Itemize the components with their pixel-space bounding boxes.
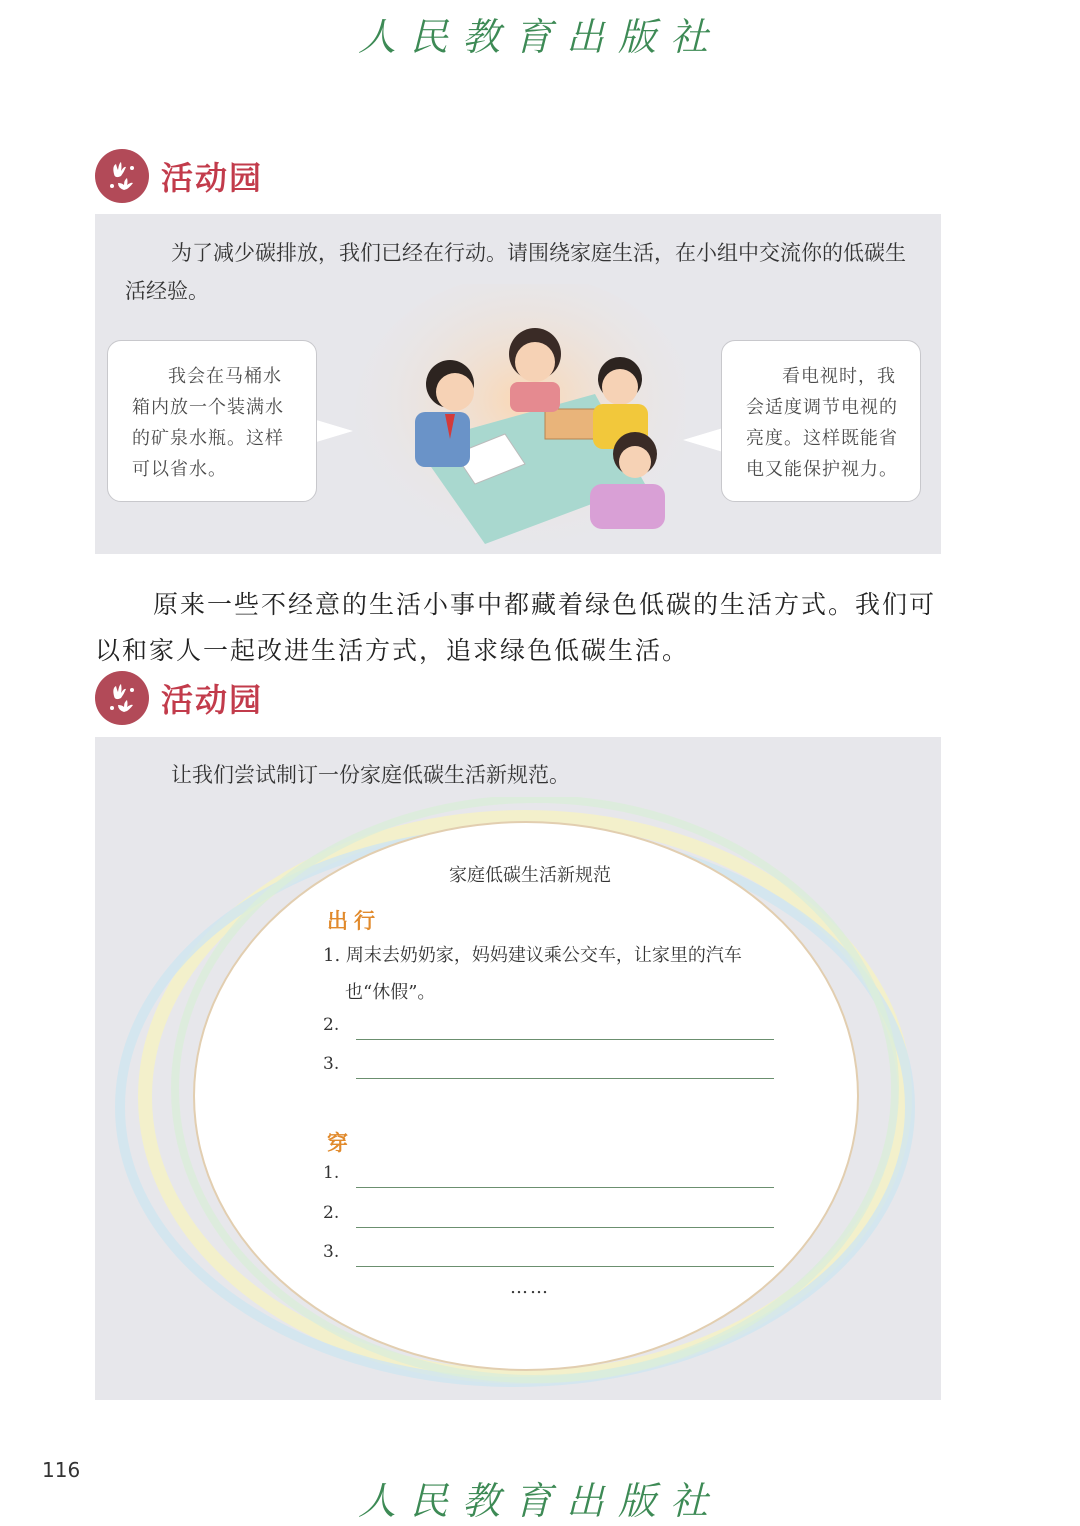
- speech-tail-right: [683, 428, 723, 452]
- section-title-2: 活动园: [161, 681, 264, 719]
- speech-tail-left: [313, 419, 353, 443]
- body-paragraph: 原来一些不经意的生活小事中都藏着绿色低碳的生活方式。我们可以和家人一起改进生活方式，追求绿色低碳生活。: [95, 590, 937, 665]
- item-number: 1.: [323, 1163, 340, 1183]
- fill-in-line[interactable]: [356, 1078, 774, 1079]
- travel-item-1-line2: 也“休假”。: [345, 982, 436, 1003]
- publisher-watermark-top: 人民教育出版社: [357, 15, 722, 59]
- clothing-item-1[interactable]: [323, 1163, 783, 1189]
- page-number: 116: [42, 1458, 81, 1482]
- travel-item-2[interactable]: [323, 1015, 783, 1041]
- children-discussion-illustration: [345, 284, 685, 554]
- activity-intro-1: 为了减少碳排放，我们已经在行动。请围绕家庭生活，在小组中交流你的低碳生活经验。: [125, 241, 906, 303]
- fill-in-line[interactable]: [356, 1039, 774, 1040]
- speech-bubble-right: 看电视时，我会适度调节电视的亮度。这样既能省电又能保护视力。: [721, 340, 921, 502]
- travel-item-3[interactable]: [323, 1054, 783, 1080]
- publisher-watermark-bottom: 人民教育出版社: [357, 1479, 722, 1523]
- continuation-ellipsis: ……: [510, 1277, 550, 1298]
- item-number: 2.: [323, 1015, 340, 1035]
- clothing-item-3[interactable]: [323, 1242, 783, 1268]
- travel-item-1: [323, 937, 793, 1011]
- activity-panel-2: [95, 737, 941, 1400]
- activity-panel-1: [95, 214, 941, 554]
- hands-icon: [95, 149, 149, 203]
- hands-icon: [95, 671, 149, 725]
- item-number: 3.: [323, 1242, 340, 1262]
- activity-intro-2: 让我们尝试制订一份家庭低碳生活新规范。: [171, 763, 570, 787]
- category-clothing: 穿: [327, 1130, 354, 1155]
- activity-section-header-2: [95, 670, 263, 726]
- fill-in-line[interactable]: [356, 1187, 774, 1188]
- fill-in-line[interactable]: [356, 1227, 774, 1228]
- activity-section-header-1: [95, 148, 263, 204]
- clothing-item-2[interactable]: [323, 1203, 783, 1229]
- item-number: 3.: [323, 1054, 340, 1074]
- item-number: 2.: [323, 1203, 340, 1223]
- fill-in-line[interactable]: [356, 1266, 774, 1267]
- speech-bubble-left: 我会在马桶水箱内放一个装满水的矿泉水瓶。这样可以省水。: [107, 340, 317, 502]
- travel-item-1-line1: 1. 周末去奶奶家，妈妈建议乘公交车，让家里的汽车: [323, 945, 742, 966]
- form-title: 家庭低碳生活新规范: [449, 865, 611, 886]
- section-title-1: 活动园: [161, 159, 264, 197]
- category-travel: 出行: [327, 908, 381, 933]
